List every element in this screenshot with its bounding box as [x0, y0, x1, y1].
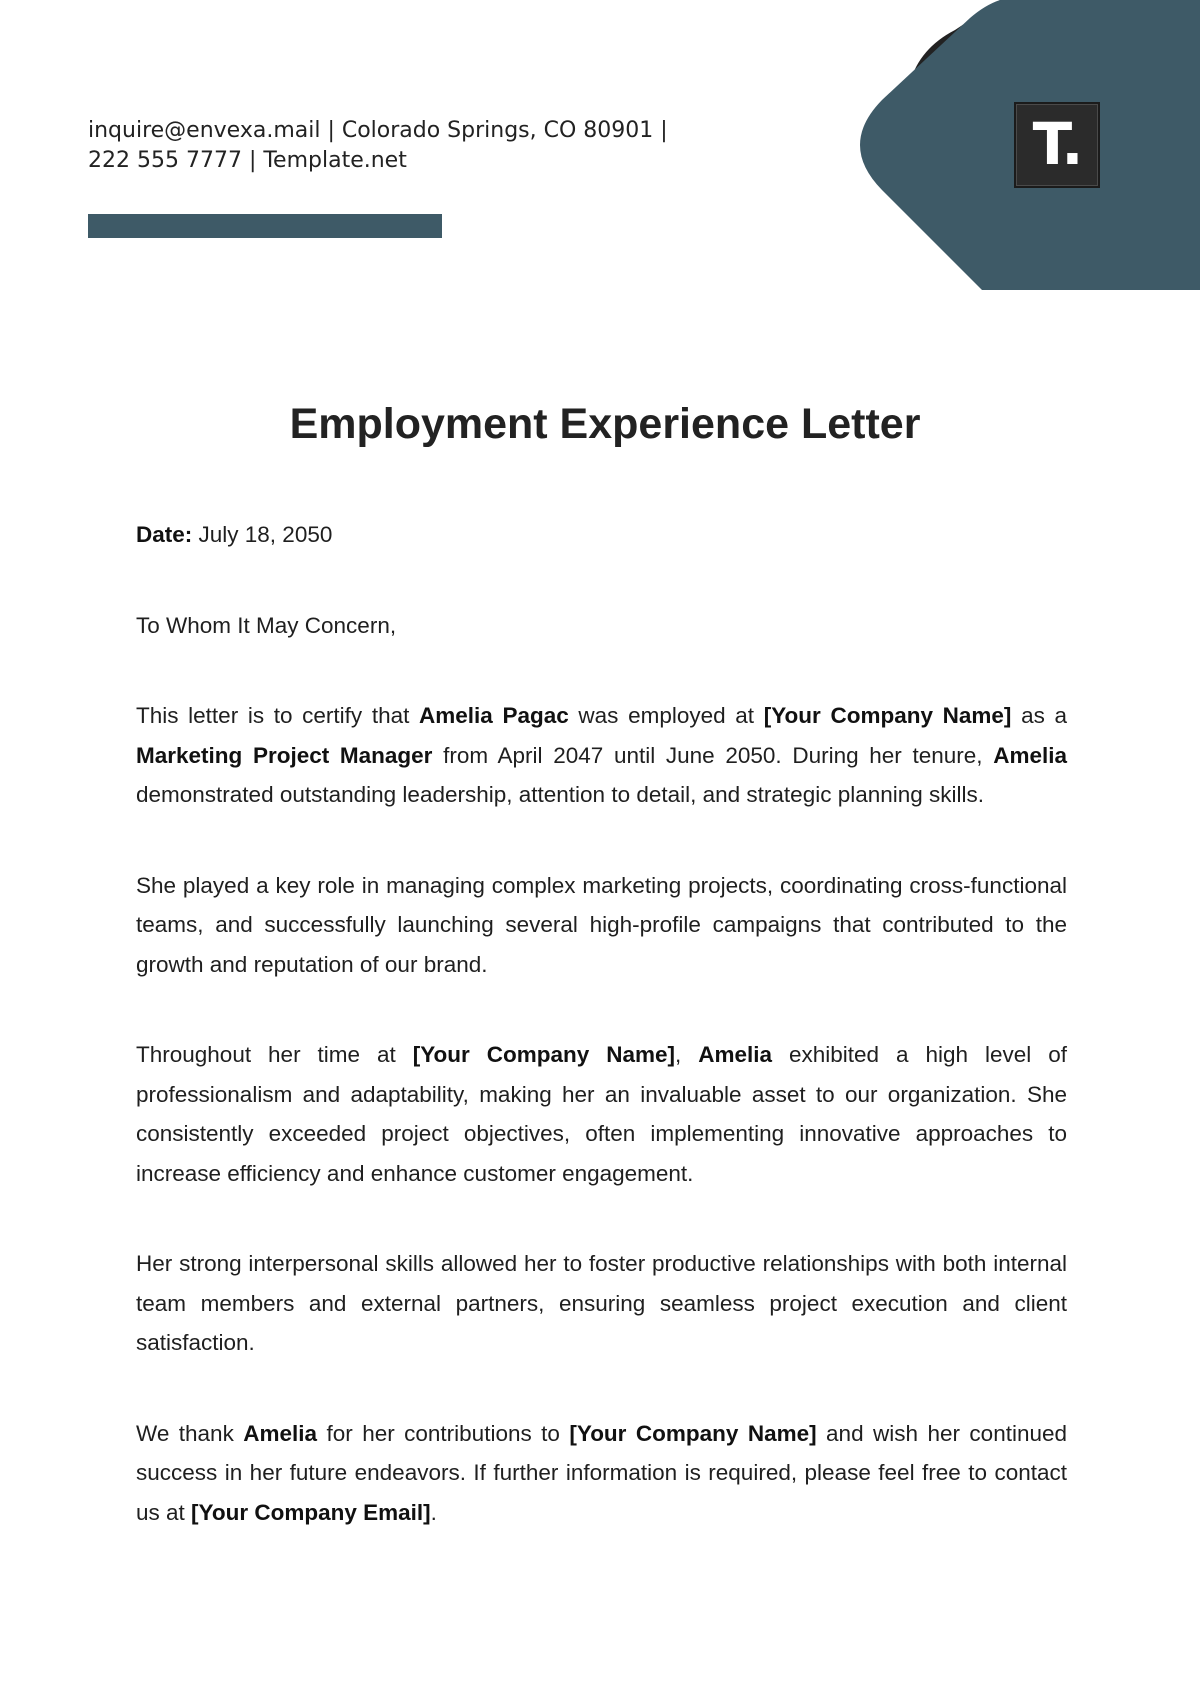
employee-first-name: Amelia	[698, 1042, 773, 1067]
p1-text-1: This letter is to certify that	[136, 703, 420, 728]
p1-text-3: as a	[1011, 703, 1067, 728]
paragraph-4: Her strong interpersonal skills allowed her to foster productive relationships with both internal team members and external partners, ensuring seamless project execution and client satisfaction.	[136, 1251, 1067, 1355]
logo-text: T.	[1032, 110, 1082, 178]
p5-text-4: .	[430, 1499, 437, 1525]
paragraph-2: She played a key role in managing complex marketing projects, coordinating cross-functional teams, and successfully launching several high-profile campaigns that contributed to the growth and reputation of our brand.	[136, 872, 1067, 977]
paragraph-3	[136, 1035, 1067, 1193]
accent-bar	[88, 214, 442, 238]
logo-icon	[1014, 102, 1100, 188]
p5-text-1: We thank	[136, 1420, 244, 1446]
company-name: [Your Company Name]	[412, 1042, 675, 1067]
contact-info	[88, 116, 688, 176]
p3-text-3: exhibited a high level of professionalism and adaptability, making her an invaluable asset to our organization. She consistently exceeded project objectives, often implementing innovative approaches to increase efficiency and enhance customer engagement.	[136, 1042, 1067, 1186]
date-value: July 18, 2050	[192, 522, 333, 547]
p5-text-2: for her contributions to	[317, 1420, 570, 1446]
contact-line-1: inquire@envexa.mail | Colorado Springs, CO 80901 |	[88, 118, 668, 143]
p1-text-2: was employed at	[568, 703, 764, 728]
paragraph-5	[136, 1414, 1067, 1533]
p3-text-2: ,	[675, 1042, 699, 1067]
page-title: Employment Experience Letter	[289, 400, 921, 448]
employee-first-name: Amelia	[243, 1420, 318, 1446]
company-email: [Your Company Email]	[191, 1499, 431, 1525]
date-label: Date:	[136, 522, 193, 547]
company-name: [Your Company Name]	[569, 1420, 817, 1446]
contact-line-2: 222 555 7777 | Template.net	[88, 148, 407, 173]
job-title: Marketing Project Manager	[136, 742, 433, 768]
company-name: [Your Company Name]	[763, 703, 1012, 728]
p3-text-1: Throughout her time at	[136, 1042, 413, 1067]
paragraph-1	[136, 696, 1067, 815]
employee-name: Amelia Pagac	[419, 703, 569, 728]
letter-body	[136, 515, 1067, 1532]
employee-first-name: Amelia	[993, 742, 1067, 768]
p1-text-5: demonstrated outstanding leadership, attention to detail, and strategic planning skills.	[136, 782, 985, 807]
p1-text-4: from April 2047 until June 2050. During her tenure,	[432, 742, 994, 768]
date-line	[136, 515, 1067, 555]
salutation: To Whom It May Concern,	[136, 612, 397, 638]
p5-text-3: and wish her continued success in her future endeavors. If further information is required, please feel free to contact us at	[136, 1420, 1068, 1525]
